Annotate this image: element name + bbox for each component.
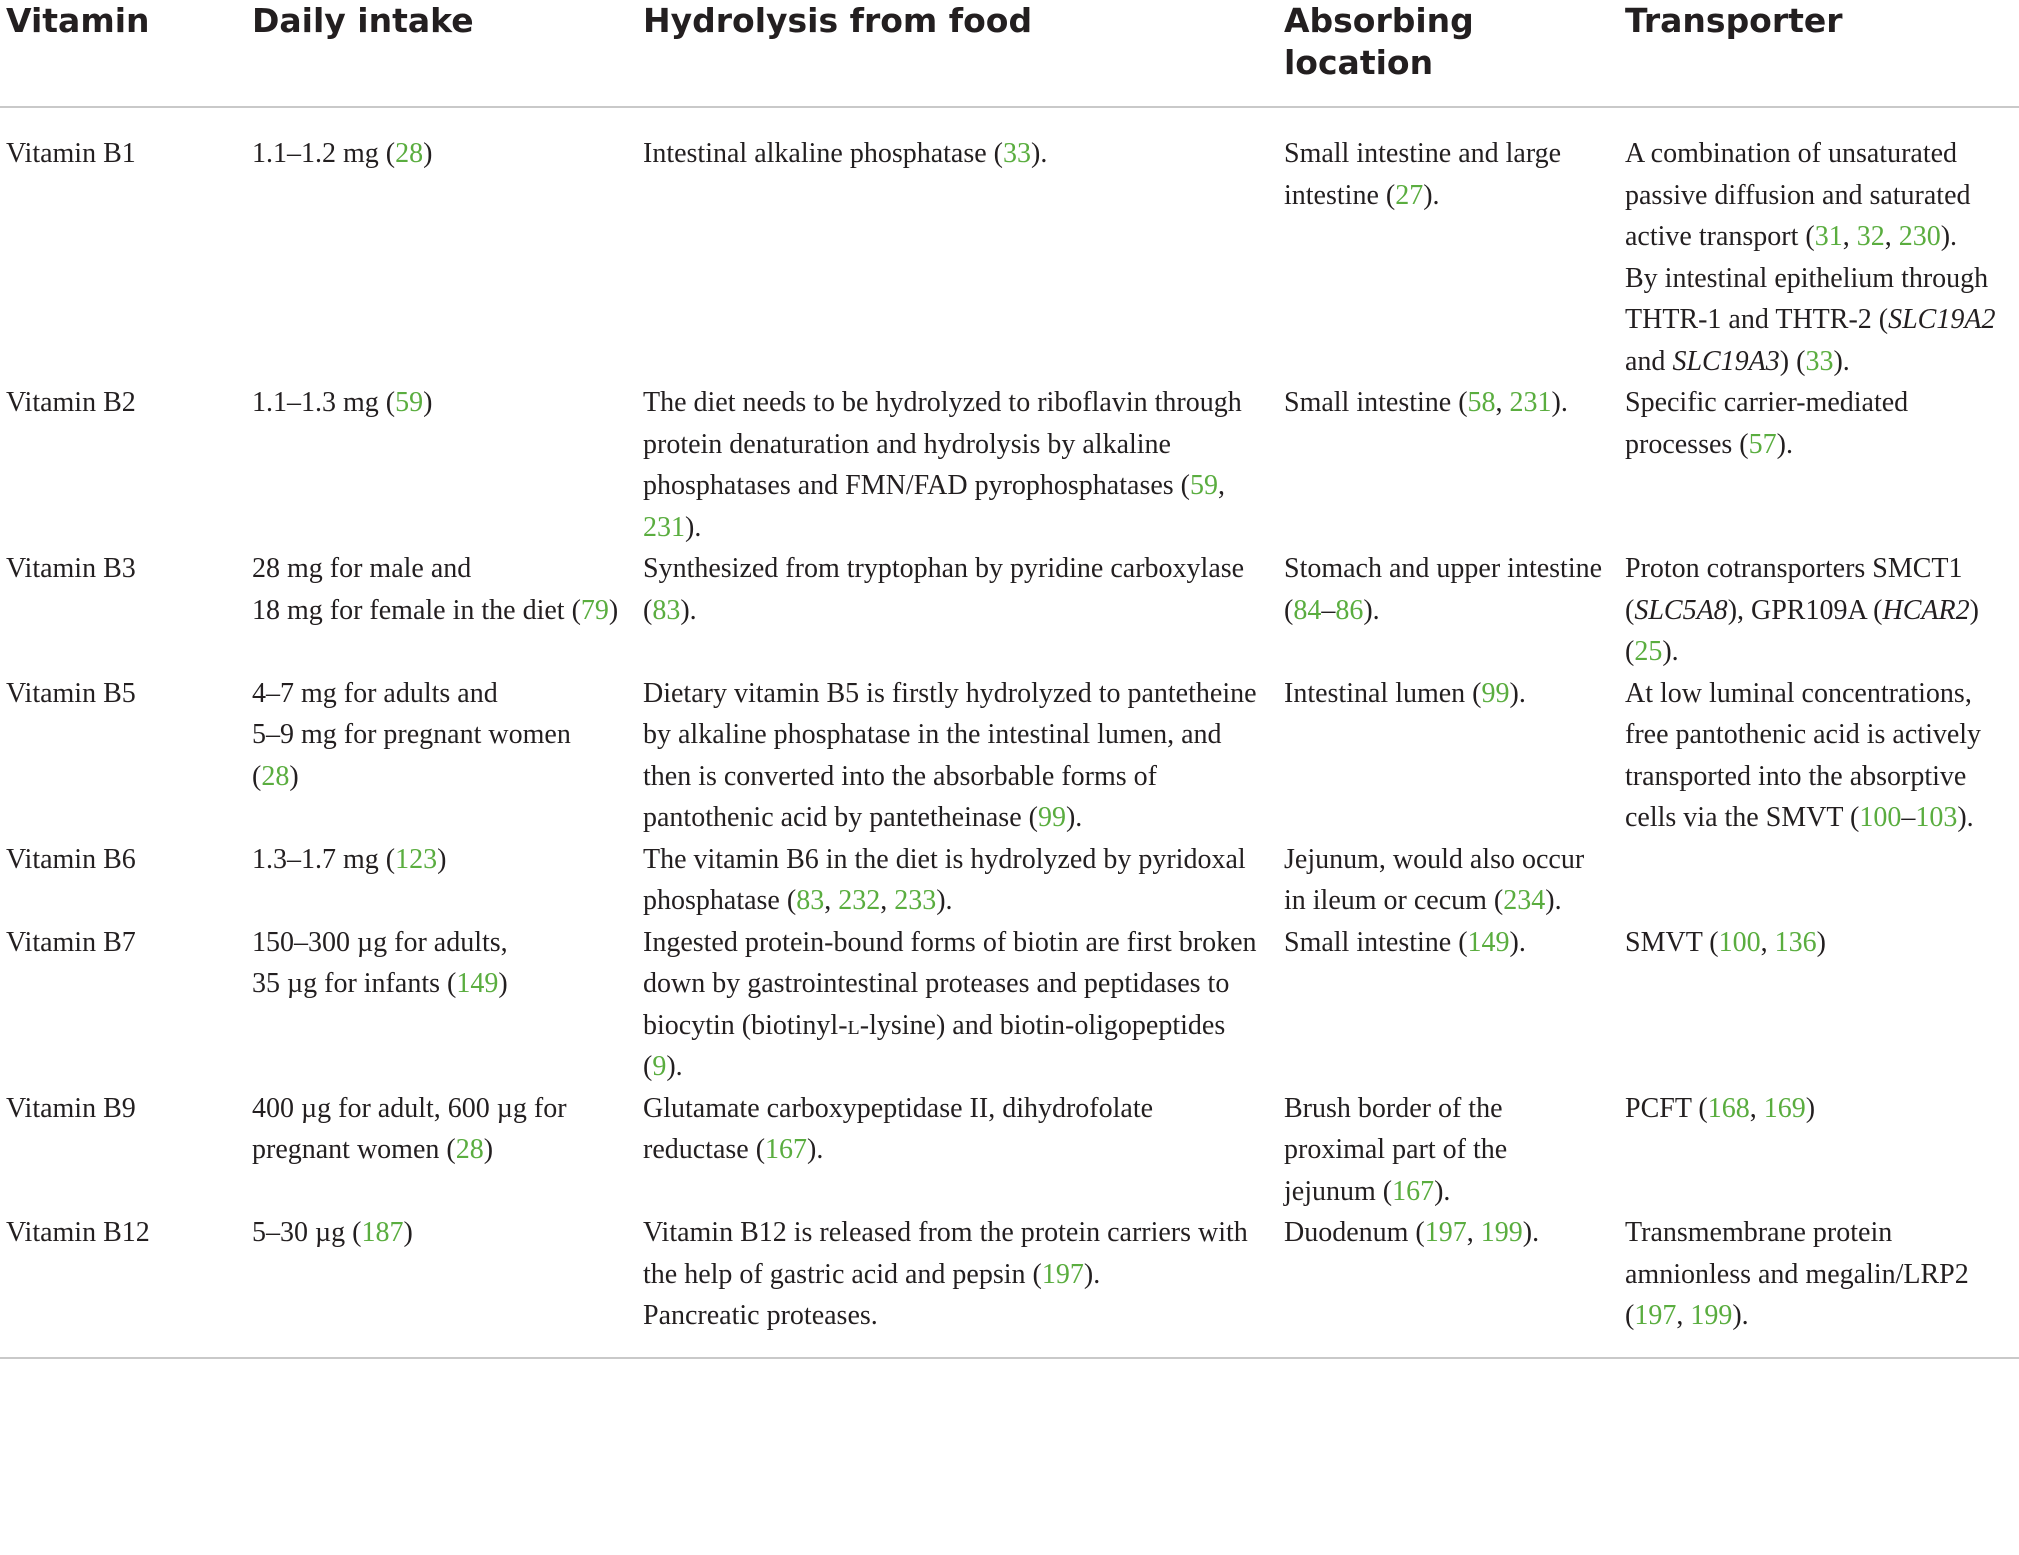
reference-link[interactable]: 123 [395,843,438,875]
reference-link[interactable]: 167 [765,1134,808,1165]
reference-link[interactable]: 187 [361,1217,404,1248]
vitamin-cell: Vitamin B5 [6,677,136,709]
reference-link[interactable]: 28 [455,1134,484,1165]
reference-link[interactable]: 84 [1293,594,1322,626]
reference-link[interactable]: 25 [1634,636,1663,667]
hydrolysis-cell: Dietary vitamin B5 is firstly hydrolyzed to pantetheine by alkaline phosphatase in the intestinal lumen, and then is converted into the absorbable forms of pantothenic acid by pantetheinase (99). [643,677,1257,833]
reference-link[interactable]: 33 [1805,345,1834,377]
reference-link[interactable]: 31 [1814,221,1843,252]
reference-link[interactable]: 27 [1395,179,1424,211]
reference-link[interactable]: 58 [1467,387,1496,418]
reference-link[interactable]: 231 [643,511,685,543]
reference-link[interactable]: 230 [1898,221,1941,252]
reference-link[interactable]: 233 [894,885,937,916]
daily-intake-cell: 1.1–1.3 mg (59) [252,387,433,418]
absorbing-location-cell: Jejunum, would also occur in ileum or cecum (234). [1284,843,1585,916]
reference-link[interactable]: 234 [1503,885,1546,916]
table-row [0,922,2019,1088]
reference-link[interactable]: 197 [1041,1258,1084,1290]
header-hydrolysis: Hydrolysis from food [643,1,1033,40]
vitamin-cell: Vitamin B7 [6,926,136,958]
reference-link[interactable]: 99 [1481,677,1510,709]
reference-link[interactable]: 197 [1424,1217,1467,1248]
vitamin-cell: Vitamin B2 [6,387,136,418]
reference-link[interactable]: 199 [1690,1300,1733,1331]
reference-link[interactable]: 28 [261,760,290,792]
hydrolysis-cell: Vitamin B12 is released from the protein carriers with the help of gastric acid and pepsin (197). Pancreatic proteases. [643,1217,1248,1331]
table-row [0,673,2019,839]
header-absorbing-line-2: location [1284,43,1434,82]
reference-link[interactable]: 136 [1774,926,1817,958]
header-transporter: Transporter [1625,1,1843,40]
gene-name: SLC19A3 [1672,345,1780,377]
reference-link[interactable]: 32 [1856,221,1885,252]
reference-link[interactable]: 100 [1859,802,1902,833]
reference-link[interactable]: 59 [395,387,424,418]
daily-intake-cell: 1.1–1.2 mg (28) [252,138,433,169]
reference-link[interactable]: 9 [652,1051,667,1082]
reference-link[interactable]: 100 [1718,926,1761,958]
reference-link[interactable]: 79 [580,594,609,626]
transporter-cell: A combination of unsaturated passive diffusion and saturated active transport (31, 32, 230). By intestinal epithelium through THTR-1 and THTR-2 (SLC19A2 and SLC19A3) (33). [1625,138,1996,377]
absorbing-location-cell: Small intestine and large intestine (27). [1284,138,1562,211]
table-row [0,1212,2019,1358]
table-row [0,107,2019,382]
transporter-cell: Specific carrier-mediated processes (57). [1625,387,1909,460]
reference-link[interactable]: 197 [1634,1300,1677,1331]
absorbing-location-cell: Stomach and upper intestine (84–86). [1284,553,1603,626]
vitamin-cell: Vitamin B9 [6,1092,136,1124]
header-absorbing-location [1278,0,1619,107]
hydrolysis-cell: Synthesized from tryptophan by pyridine carboxylase (83). [643,553,1245,626]
table-header [0,0,2019,107]
table-row [0,382,2019,548]
header-daily-intake: Daily intake [252,1,474,40]
hydrolysis-cell: Intestinal alkaline phosphatase (33). [643,138,1048,169]
daily-intake-cell: 5–30 µg (187) [252,1217,413,1248]
reference-link[interactable]: 103 [1915,802,1958,833]
daily-intake-cell: 150–300 µg for adults, 35 µg for infants (149) [252,926,508,999]
reference-link[interactable]: 33 [1003,138,1031,169]
hydrolysis-cell: Ingested protein-bound forms of biotin are first broken down by gastrointestinal proteases and peptidases to biocytin (biotinyl-l-lysine) and biotin-oligopeptides (9). [643,926,1257,1082]
vitamin-cell: Vitamin B1 [6,138,136,169]
absorbing-location-cell: Small intestine (149). [1284,926,1526,958]
reference-link[interactable]: 167 [1392,1175,1435,1207]
daily-intake-cell: 1.3–1.7 mg (123) [252,843,447,875]
vitamin-cell: Vitamin B3 [6,553,136,584]
vitamin-cell: Vitamin B12 [6,1217,150,1248]
reference-link[interactable]: 168 [1707,1092,1750,1124]
reference-link[interactable]: 199 [1480,1217,1523,1248]
reference-link[interactable]: 231 [1509,387,1552,418]
table-row [0,548,2019,673]
reference-link[interactable]: 99 [1037,802,1066,833]
header-absorbing-line-1: Absorbing [1284,1,1474,40]
transporter-cell: At low luminal concentrations, free pantothenic acid is actively transported into the absorptive cells via the SMVT (100–103). [1625,677,1982,833]
hydrolysis-cell: The vitamin B6 in the diet is hydrolyzed by pyridoxal phosphatase (83, 232, 233). [643,843,1246,916]
small-caps-text: l [847,1009,860,1041]
table-body [0,107,2019,1358]
table-row [0,839,2019,922]
reference-link[interactable]: 28 [395,138,424,169]
transporter-cell: SMVT (100, 136) [1625,926,1826,958]
daily-intake-cell: 400 µg for adult, 600 µg for pregnant women (28) [252,1092,567,1165]
reference-link[interactable]: 59 [1189,470,1218,501]
gene-name: SLC19A2 [1888,304,1996,335]
transporter-cell: Transmembrane protein amnionless and megalin/LRP2 (197, 199). [1625,1217,1969,1331]
header-row [0,0,2019,107]
daily-intake-cell: 28 mg for male and 18 mg for female in the diet (79) [252,553,619,626]
transporter-cell [1619,839,2019,922]
reference-link[interactable]: 57 [1748,428,1777,460]
reference-link[interactable]: 149 [456,968,499,999]
table-row [0,1088,2019,1213]
absorbing-location-cell: Small intestine (58, 231). [1284,387,1568,418]
gene-name: SLC5A8 [1634,594,1728,626]
transporter-cell: Proton cotransporters SMCT1 (SLC5A8), GPR109A (HCAR2) (25). [1625,553,1979,667]
reference-link[interactable]: 149 [1467,926,1510,958]
hydrolysis-cell: Glutamate carboxypeptidase II, dihydrofolate reductase (167). [643,1092,1154,1165]
reference-link[interactable]: 83 [652,594,681,626]
reference-link[interactable]: 169 [1763,1092,1806,1124]
header-vitamin: Vitamin [6,1,150,40]
gene-name: HCAR2 [1882,594,1970,626]
reference-link[interactable]: 86 [1335,594,1364,626]
absorbing-location-cell: Duodenum (197, 199). [1284,1217,1540,1248]
reference-link[interactable]: 83 [796,885,825,916]
daily-intake-cell: 4–7 mg for adults and 5–9 mg for pregnant women (28) [252,677,571,792]
absorbing-location-cell: Brush border of the proximal part of the jejunum (167). [1284,1092,1508,1207]
transporter-cell: PCFT (168, 169) [1625,1092,1816,1124]
vitamin-cell: Vitamin B6 [6,843,136,875]
absorbing-location-cell: Intestinal lumen (99). [1284,677,1526,709]
hydrolysis-cell: The diet needs to be hydrolyzed to riboflavin through protein denaturation and hydrolysis by alkaline phosphatases and FMN/FAD pyrophosphatases (59, 231). [643,387,1242,543]
reference-link[interactable]: 232 [838,885,881,916]
